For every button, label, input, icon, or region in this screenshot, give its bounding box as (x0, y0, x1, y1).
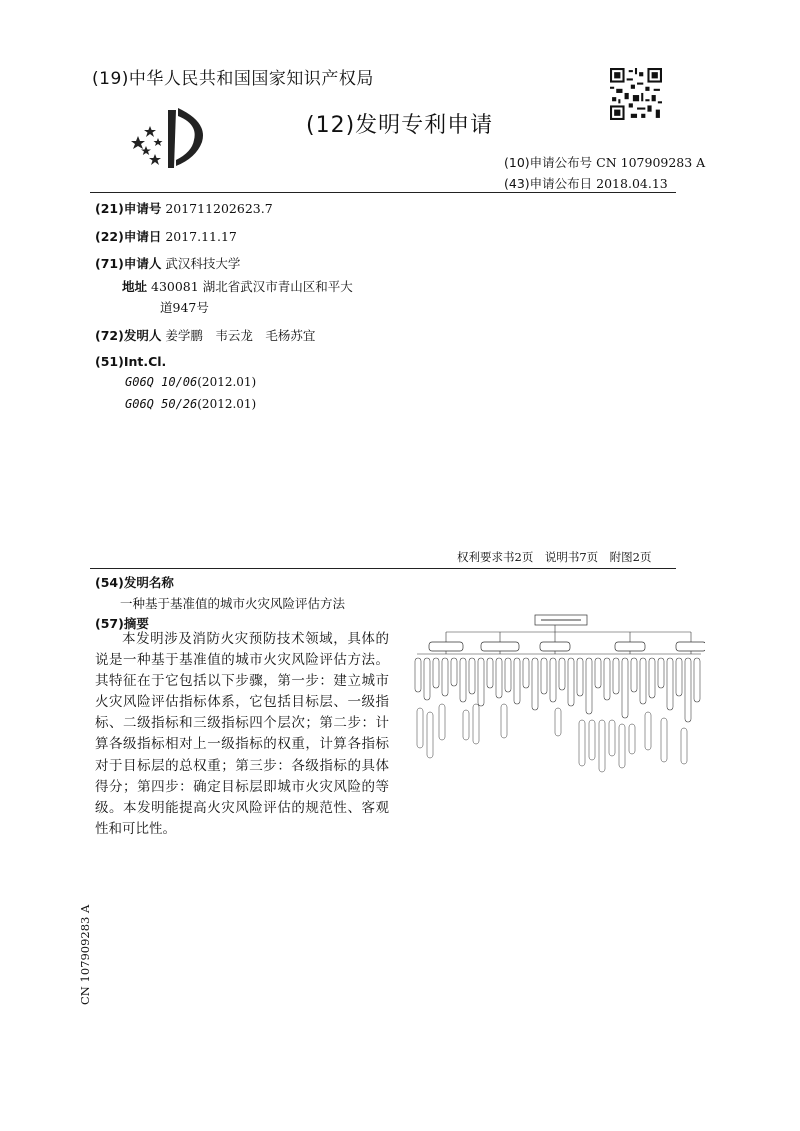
abstract-text: 本发明涉及消防火灾预防技术领域，具体的说是一种基于基准值的城市火灾风险评估方法。其特征在于它包括以下步骤，第一步：建立城市火灾风险评估指标体系，它包括目标层、一级指标、二级指标和三级指标四个层次；第二步：计算各级指标相对上一级指标的权重，计算各指标对于目标层的总权重；第三步：各级指标的具体得分；第四步：确定目标层即城市火灾风险的等级。本发明能提高火灾风险评估的规范性、客观性和可比性。 (95, 631, 389, 837)
publication-date: 2018.04.13 (596, 176, 668, 191)
side-publication-number (78, 895, 92, 1005)
address-line-2: 道947号 (160, 300, 209, 315)
application-number: 201711202623.7 (165, 201, 273, 216)
invention-title: 一种基于基准值的城市火灾风险评估方法 (120, 596, 346, 611)
ipc-code: G06Q 50/26 (125, 397, 198, 411)
title-label (95, 573, 174, 591)
inventors-label: (72)发明人 (95, 328, 162, 343)
int-cl-label (95, 354, 166, 369)
ipc-code: G06Q 10/06 (125, 375, 198, 389)
address-line-1: 430081 湖北省武汉市青山区和平大 (151, 279, 353, 294)
publication-date-label: (43)申请公布日 (504, 176, 593, 191)
address-label: 地址 (122, 279, 148, 294)
application-number-row (95, 199, 273, 217)
application-date-row (95, 227, 237, 245)
qr-code-icon (610, 68, 662, 120)
diagram-primary-nodes (429, 642, 705, 651)
publication-date-row (504, 174, 668, 192)
side-publication-number-text: CN 107909283 A (78, 904, 92, 1005)
address-row (122, 277, 353, 295)
abstract-label-text: (57)摘要 (95, 616, 149, 631)
application-number-label: (21)申请号 (95, 201, 162, 216)
application-date: 2017.11.17 (165, 229, 237, 244)
application-date-label: (22)申请日 (95, 229, 162, 244)
ipc-version: (2012.01) (197, 397, 257, 411)
section-divider (90, 568, 676, 569)
publication-number-label: (10)申请公布号 (504, 155, 593, 170)
page-count-info: 权利要求书2页 说明书7页 附图2页 (457, 550, 652, 564)
patent-office-emblem-icon (128, 102, 218, 174)
applicant-row (95, 254, 240, 272)
ipc-entry (125, 375, 256, 389)
diagram-root-node (535, 615, 587, 625)
ipc-version: (2012.01) (197, 375, 257, 389)
publication-number: CN 107909283 A (596, 155, 706, 170)
publication-number-row (504, 153, 705, 171)
inventors: 姜学鹏 韦云龙 毛杨苏宜 (165, 328, 316, 343)
inventors-row (95, 326, 315, 344)
ipc-entry (125, 397, 256, 411)
title-label-text: (54)发明名称 (95, 575, 174, 590)
abstract-figure-diagram (405, 608, 705, 773)
header-divider (90, 192, 676, 193)
applicant: 武汉科技大学 (165, 256, 241, 271)
applicant-label: (71)申请人 (95, 256, 162, 271)
issuing-office: (19)中华人民共和国国家知识产权局 (92, 69, 374, 89)
diagram-sub-nodes (417, 704, 687, 772)
document-type: (12)发明专利申请 (306, 113, 494, 138)
int-cl-label-text: (51)Int.Cl. (95, 354, 167, 369)
